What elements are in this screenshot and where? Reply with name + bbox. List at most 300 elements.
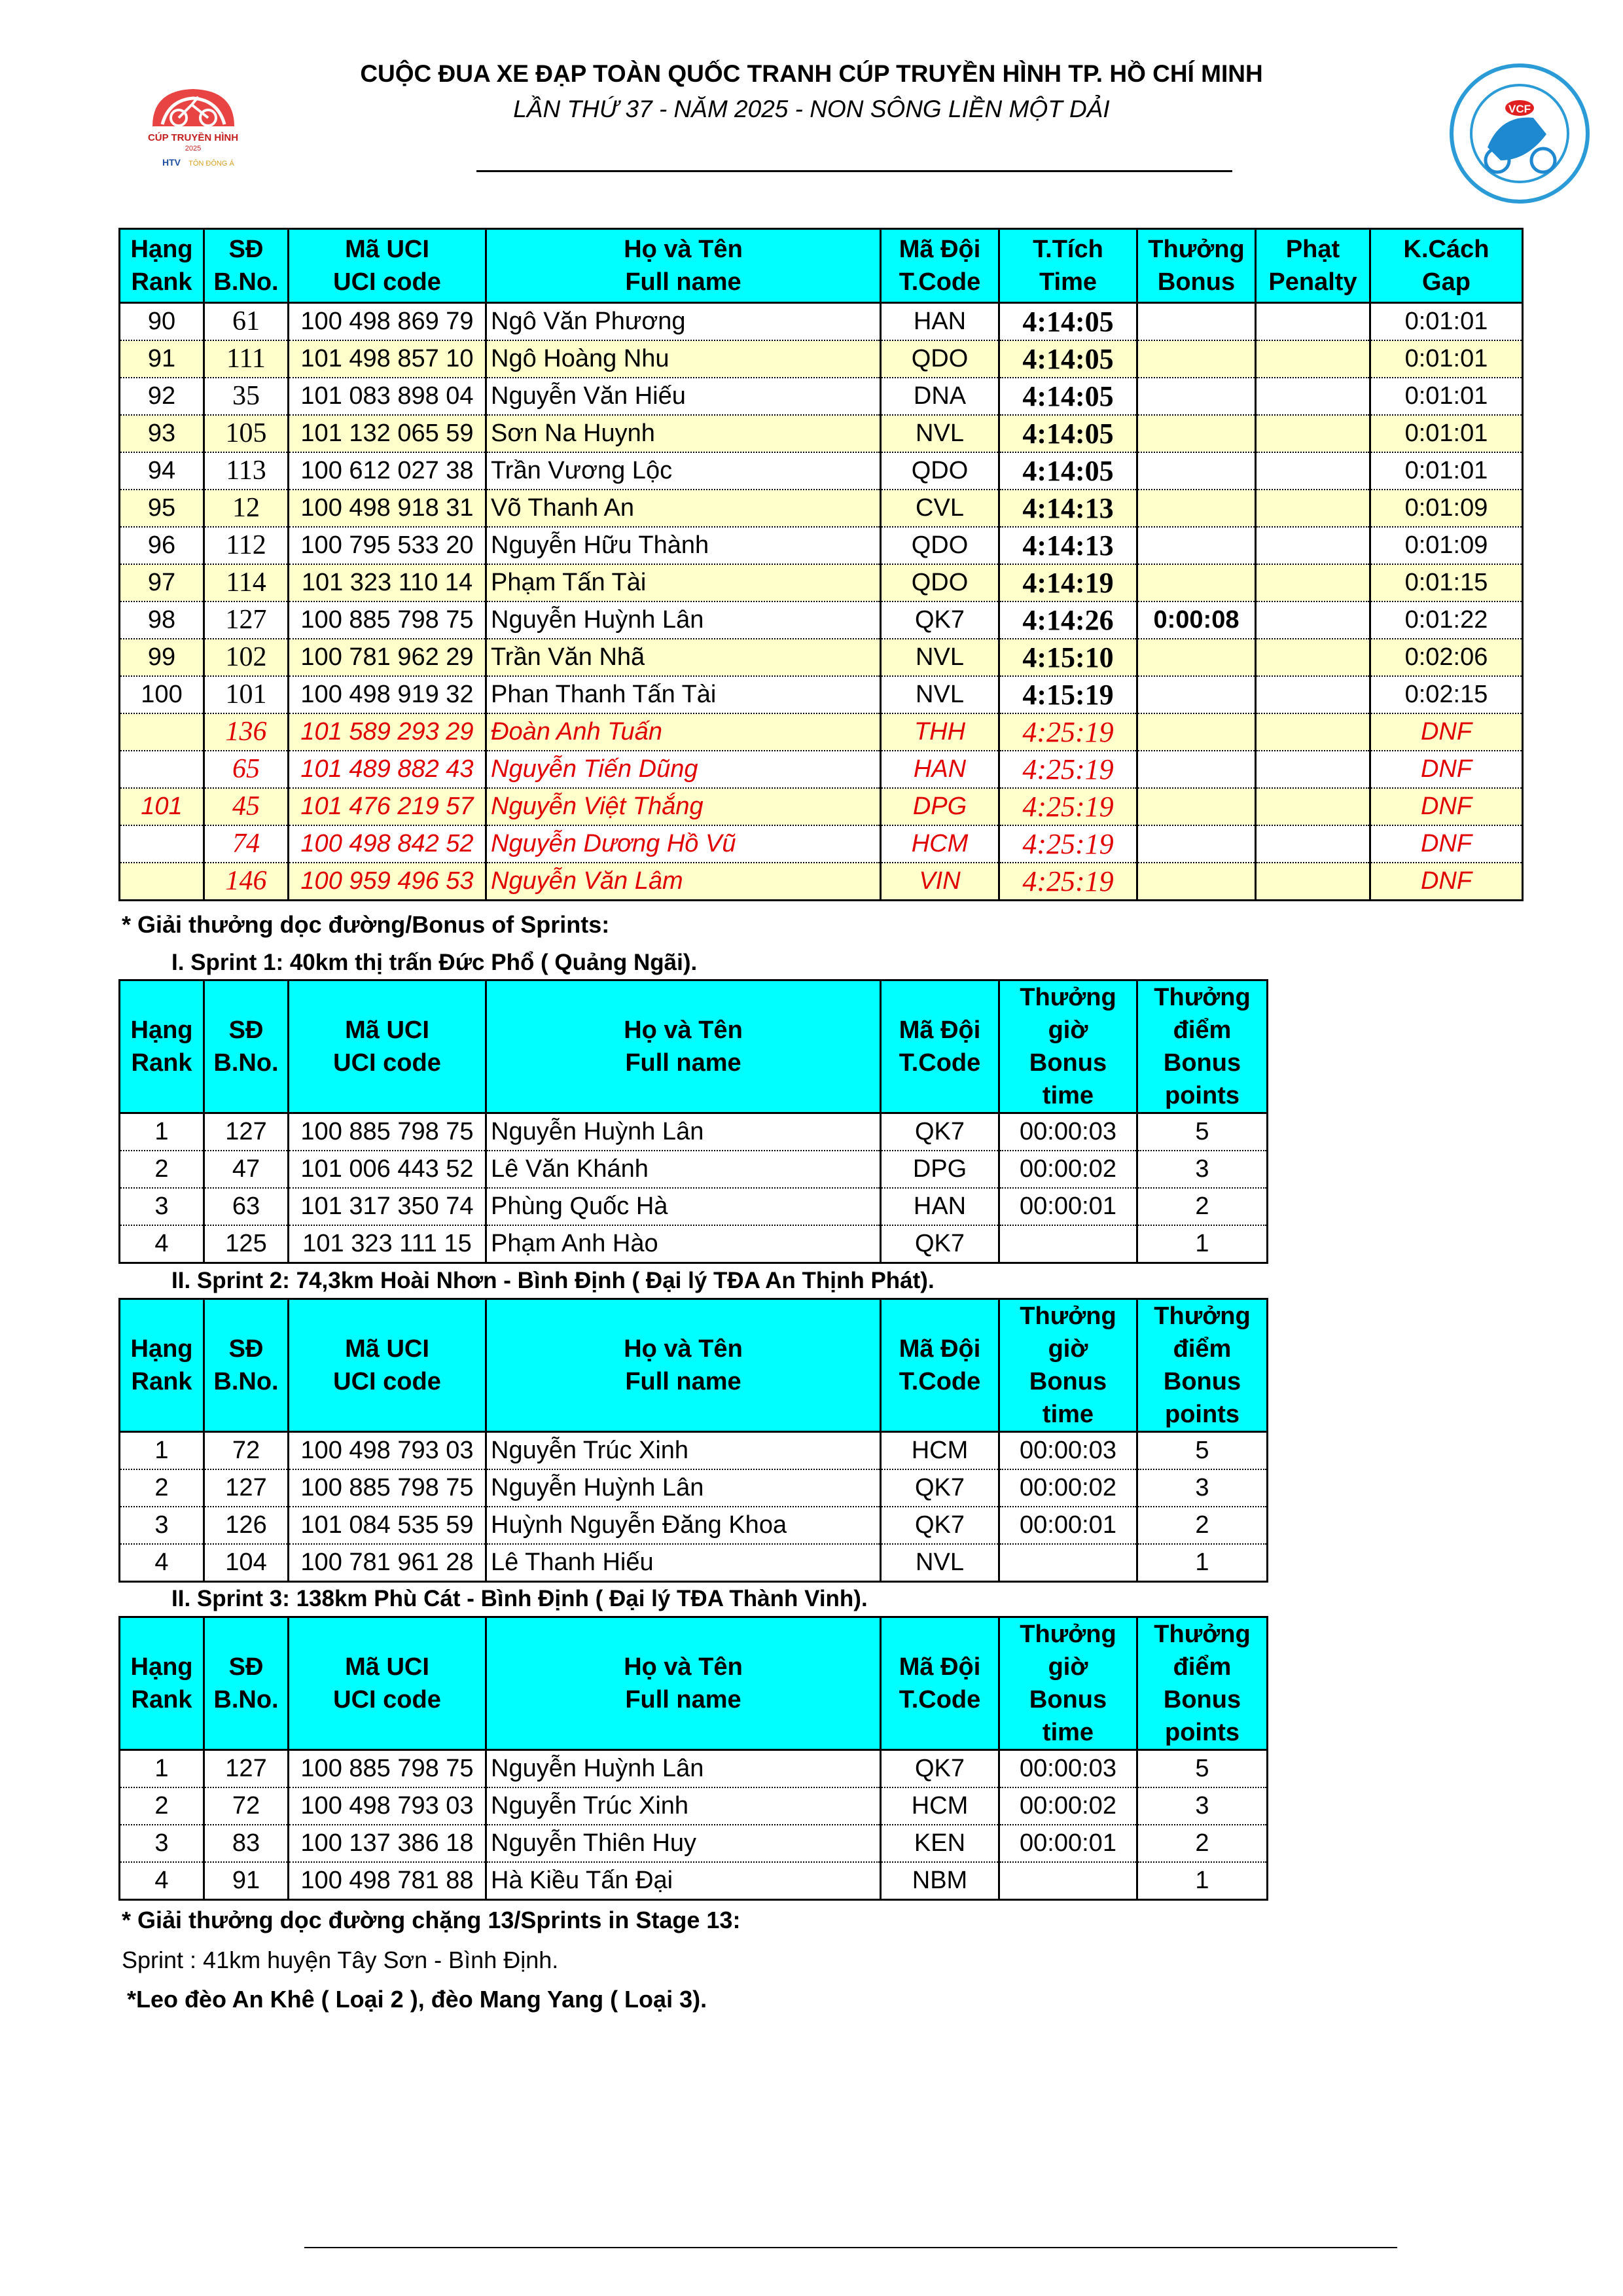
cell-time: 4:14:19 xyxy=(999,564,1137,601)
cell-penalty xyxy=(1256,340,1370,378)
cell-rank xyxy=(120,713,204,751)
cell-bonus-time: 00:00:03 xyxy=(999,1750,1137,1788)
cell-uci: 100 498 793 03 xyxy=(289,1432,486,1470)
cell-gap: 0:01:01 xyxy=(1370,340,1523,378)
cell-gap: 0:02:15 xyxy=(1370,676,1523,713)
cell-bib: 127 xyxy=(204,1750,289,1788)
cell-bib: 91 xyxy=(204,1862,289,1900)
cell-rank: 3 xyxy=(120,1507,204,1544)
cell-penalty xyxy=(1256,601,1370,639)
cell-name: Nguyễn Văn Lâm xyxy=(486,863,881,901)
table-row xyxy=(120,1225,1268,1263)
cell-time: 4:14:13 xyxy=(999,490,1137,527)
cell-gap: 0:01:01 xyxy=(1370,415,1523,452)
cell-penalty xyxy=(1256,825,1370,863)
logo-right-text: VCF xyxy=(1508,103,1531,115)
cell-uci: 100 498 919 32 xyxy=(289,676,486,713)
cell-name: Ngô Văn Phương xyxy=(486,303,881,341)
stage-sprint-line: Sprint : 41km huyện Tây Sơn - Bình Định. xyxy=(122,1946,559,1973)
cell-points: 5 xyxy=(1137,1113,1268,1151)
header-bonus-time: Thưởng giờ Bonus time xyxy=(999,1617,1137,1750)
cell-team: QDO xyxy=(881,527,999,564)
cell-rank: 2 xyxy=(120,1151,204,1188)
table-row xyxy=(120,1151,1268,1188)
cell-penalty xyxy=(1256,452,1370,490)
cycling-federation-logo xyxy=(1448,62,1591,205)
cell-team: NVL xyxy=(881,1544,999,1582)
cell-team: HCM xyxy=(881,1787,999,1825)
cell-bonus xyxy=(1137,863,1256,901)
cell-bonus-time: 00:00:03 xyxy=(999,1432,1137,1470)
table-row xyxy=(120,1507,1268,1544)
cell-bib: 63 xyxy=(204,1188,289,1225)
header-time: T.Tích Time xyxy=(999,229,1137,303)
cell-gap: 0:01:01 xyxy=(1370,452,1523,490)
cell-bib: 112 xyxy=(204,527,289,564)
cell-team: QK7 xyxy=(881,1113,999,1151)
results-header-row xyxy=(120,229,1523,303)
cell-team: QK7 xyxy=(881,1225,999,1263)
sprint-header-row xyxy=(120,980,1268,1113)
header-bonus: Thưởng Bonus xyxy=(1137,229,1256,303)
cell-uci: 101 589 293 29 xyxy=(289,713,486,751)
cell-rank: 97 xyxy=(120,564,204,601)
cell-team: HCM xyxy=(881,825,999,863)
cell-time: 4:14:05 xyxy=(999,415,1137,452)
cell-bib: 45 xyxy=(204,788,289,825)
cell-penalty xyxy=(1256,751,1370,788)
cell-bonus-time: 00:00:01 xyxy=(999,1825,1137,1862)
cell-gap: 0:01:15 xyxy=(1370,564,1523,601)
cell-team: HCM xyxy=(881,1432,999,1470)
table-row xyxy=(120,863,1523,901)
cell-rank: 101 xyxy=(120,788,204,825)
cell-name: Ngô Hoàng Nhu xyxy=(486,340,881,378)
cell-rank: 4 xyxy=(120,1862,204,1900)
cell-name: Trần Văn Nhã xyxy=(486,639,881,676)
cell-gap: 0:01:09 xyxy=(1370,527,1523,564)
cell-rank: 90 xyxy=(120,303,204,341)
cell-team: NBM xyxy=(881,1862,999,1900)
logo-left-year: 2025 xyxy=(185,145,202,152)
cell-rank: 3 xyxy=(120,1188,204,1225)
cell-penalty xyxy=(1256,788,1370,825)
header-name: Họ và Tên Full name xyxy=(486,229,881,303)
cell-bib: 72 xyxy=(204,1432,289,1470)
cell-uci: 101 132 065 59 xyxy=(289,415,486,452)
cell-bib: 12 xyxy=(204,490,289,527)
cell-name: Nguyễn Dương Hồ Vũ xyxy=(486,825,881,863)
cell-team: CVL xyxy=(881,490,999,527)
cell-rank: 98 xyxy=(120,601,204,639)
cell-bib: 47 xyxy=(204,1151,289,1188)
cell-penalty xyxy=(1256,639,1370,676)
cell-time: 4:14:26 xyxy=(999,601,1137,639)
table-row xyxy=(120,825,1523,863)
table-row xyxy=(120,1787,1268,1825)
table-row xyxy=(120,564,1523,601)
header-bib: SĐ B.No. xyxy=(204,1617,289,1750)
cell-gap: 0:01:01 xyxy=(1370,378,1523,415)
cell-rank: 93 xyxy=(120,415,204,452)
cell-rank: 95 xyxy=(120,490,204,527)
cell-uci: 101 084 535 59 xyxy=(289,1507,486,1544)
cell-bonus-time: 00:00:01 xyxy=(999,1188,1137,1225)
header-team: Mã Đội T.Code xyxy=(881,229,999,303)
sprint-3-title: II. Sprint 3: 138km Phù Cát - Bình Định ( Đại lý TĐA Thành Vinh). xyxy=(171,1586,868,1611)
cell-bib: 105 xyxy=(204,415,289,452)
cell-name: Sơn Na Huynh xyxy=(486,415,881,452)
cell-bib: 114 xyxy=(204,564,289,601)
cell-uci: 100 885 798 75 xyxy=(289,1113,486,1151)
cell-time: 4:25:19 xyxy=(999,863,1137,901)
cell-penalty xyxy=(1256,415,1370,452)
cell-rank xyxy=(120,863,204,901)
header-penalty: Phạt Penalty xyxy=(1256,229,1370,303)
cell-penalty xyxy=(1256,303,1370,341)
cell-bonus-time xyxy=(999,1544,1137,1582)
header-bonus-points: Thưởng điểm Bonus points xyxy=(1137,980,1268,1113)
cell-uci: 101 476 219 57 xyxy=(289,788,486,825)
cell-rank: 99 xyxy=(120,639,204,676)
header-rank: Hạng Rank xyxy=(120,980,204,1113)
sprint-2-title: II. Sprint 2: 74,3km Hoài Nhơn - Bình Định ( Đại lý TĐA An Thịnh Phát). xyxy=(171,1268,935,1293)
cell-penalty xyxy=(1256,863,1370,901)
header-team: Mã Đội T.Code xyxy=(881,980,999,1113)
header-rank: Hạng Rank xyxy=(120,1617,204,1750)
cell-rank: 1 xyxy=(120,1113,204,1151)
cell-points: 5 xyxy=(1137,1750,1268,1788)
header-rank: Hạng Rank xyxy=(120,229,204,303)
cell-bib: 127 xyxy=(204,601,289,639)
cell-rank: 1 xyxy=(120,1750,204,1788)
cell-points: 1 xyxy=(1137,1862,1268,1900)
cell-time: 4:25:19 xyxy=(999,825,1137,863)
sprint-1-table xyxy=(118,979,1268,1264)
cell-gap: 0:01:22 xyxy=(1370,601,1523,639)
table-row xyxy=(120,1188,1268,1225)
table-row xyxy=(120,676,1523,713)
svg-text:HTV: HTV xyxy=(162,157,181,168)
sprint-header-row xyxy=(120,1617,1268,1750)
header-bib: SĐ B.No. xyxy=(204,229,289,303)
kom-line: *Leo đèo An Khê ( Loại 2 ), đèo Mang Yang ( Loại 3). xyxy=(127,1986,707,2013)
cell-penalty xyxy=(1256,490,1370,527)
cell-uci: 101 083 898 04 xyxy=(289,378,486,415)
cell-uci: 101 489 882 43 xyxy=(289,751,486,788)
footer-rule xyxy=(304,2247,1397,2248)
cell-team: DPG xyxy=(881,1151,999,1188)
cell-gap: DNF xyxy=(1370,751,1523,788)
cell-time: 4:14:05 xyxy=(999,303,1137,341)
cell-name: Huỳnh Nguyễn Đăng Khoa xyxy=(486,1507,881,1544)
cycling-cup-logo xyxy=(143,77,244,175)
cell-bonus xyxy=(1137,490,1256,527)
cell-name: Võ Thanh An xyxy=(486,490,881,527)
cell-uci: 101 498 857 10 xyxy=(289,340,486,378)
cell-name: Phạm Anh Hào xyxy=(486,1225,881,1263)
table-row xyxy=(120,1432,1268,1470)
cell-bonus-time: 00:00:03 xyxy=(999,1113,1137,1151)
cell-uci: 100 498 869 79 xyxy=(289,303,486,341)
cell-uci: 100 498 918 31 xyxy=(289,490,486,527)
cell-uci: 100 795 533 20 xyxy=(289,527,486,564)
header-name: Họ và Tên Full name xyxy=(486,1299,881,1432)
table-row xyxy=(120,788,1523,825)
cell-bib: 74 xyxy=(204,825,289,863)
cell-points: 5 xyxy=(1137,1432,1268,1470)
cell-rank xyxy=(120,751,204,788)
header-bonus-points: Thưởng điểm Bonus points xyxy=(1137,1617,1268,1750)
header-bib: SĐ B.No. xyxy=(204,980,289,1113)
header-bib: SĐ B.No. xyxy=(204,1299,289,1432)
cell-bonus-time xyxy=(999,1225,1137,1263)
cell-name: Nguyễn Hữu Thành xyxy=(486,527,881,564)
cell-team: DPG xyxy=(881,788,999,825)
cell-bonus xyxy=(1137,452,1256,490)
cell-bib: 65 xyxy=(204,751,289,788)
table-row xyxy=(120,639,1523,676)
cell-bonus xyxy=(1137,713,1256,751)
cell-rank xyxy=(120,825,204,863)
cell-rank: 2 xyxy=(120,1469,204,1507)
table-row xyxy=(120,1469,1268,1507)
cell-rank: 4 xyxy=(120,1225,204,1263)
cell-bonus xyxy=(1137,639,1256,676)
cell-team: NVL xyxy=(881,415,999,452)
cell-bonus: 0:00:08 xyxy=(1137,601,1256,639)
header-name: Họ và Tên Full name xyxy=(486,980,881,1113)
cell-name: Nguyễn Trúc Xinh xyxy=(486,1432,881,1470)
cell-uci: 101 323 111 15 xyxy=(289,1225,486,1263)
cell-team: HAN xyxy=(881,1188,999,1225)
table-row xyxy=(120,490,1523,527)
cell-rank: 96 xyxy=(120,527,204,564)
cell-name: Nguyễn Huỳnh Lân xyxy=(486,601,881,639)
stage-sprints-title: * Giải thưởng dọc đường chặng 13/Sprints in Stage 13: xyxy=(122,1907,741,1933)
table-row xyxy=(120,1544,1268,1582)
cell-rank: 91 xyxy=(120,340,204,378)
cell-team: NVL xyxy=(881,676,999,713)
cell-time: 4:15:19 xyxy=(999,676,1137,713)
cell-team: QK7 xyxy=(881,1469,999,1507)
cell-uci: 100 612 027 38 xyxy=(289,452,486,490)
header-gap: K.Cách Gap xyxy=(1370,229,1523,303)
cell-bonus xyxy=(1137,527,1256,564)
cell-team: KEN xyxy=(881,1825,999,1862)
header-uci: Mã UCI UCI code xyxy=(289,1617,486,1750)
cell-uci: 100 959 496 53 xyxy=(289,863,486,901)
cell-bib: 113 xyxy=(204,452,289,490)
cell-bonus xyxy=(1137,303,1256,341)
cell-uci: 101 323 110 14 xyxy=(289,564,486,601)
cell-name: Lê Thanh Hiếu xyxy=(486,1544,881,1582)
cell-name: Nguyễn Huỳnh Lân xyxy=(486,1750,881,1788)
cell-bib: 146 xyxy=(204,863,289,901)
cell-rank: 2 xyxy=(120,1787,204,1825)
table-row xyxy=(120,340,1523,378)
cell-bib: 61 xyxy=(204,303,289,341)
cell-bib: 125 xyxy=(204,1225,289,1263)
cell-uci: 101 317 350 74 xyxy=(289,1188,486,1225)
cell-team: QDO xyxy=(881,340,999,378)
cell-bonus-time: 00:00:02 xyxy=(999,1151,1137,1188)
cell-bonus xyxy=(1137,751,1256,788)
cell-penalty xyxy=(1256,676,1370,713)
title-underline xyxy=(476,170,1232,172)
cell-name: Nguyễn Huỳnh Lân xyxy=(486,1469,881,1507)
header-bonus-points: Thưởng điểm Bonus points xyxy=(1137,1299,1268,1432)
cell-time: 4:14:05 xyxy=(999,452,1137,490)
header-uci: Mã UCI UCI code xyxy=(289,980,486,1113)
cell-penalty xyxy=(1256,527,1370,564)
header-team: Mã Đội T.Code xyxy=(881,1299,999,1432)
cell-points: 2 xyxy=(1137,1188,1268,1225)
cell-bonus xyxy=(1137,676,1256,713)
cell-rank: 94 xyxy=(120,452,204,490)
cell-points: 3 xyxy=(1137,1151,1268,1188)
cell-bib: 83 xyxy=(204,1825,289,1862)
cell-bonus xyxy=(1137,564,1256,601)
cell-rank: 4 xyxy=(120,1544,204,1582)
cell-time: 4:14:05 xyxy=(999,378,1137,415)
header-bonus-time: Thưởng giờ Bonus time xyxy=(999,980,1137,1113)
cell-uci: 100 781 962 29 xyxy=(289,639,486,676)
cell-team: QK7 xyxy=(881,601,999,639)
cell-name: Đoàn Anh Tuấn xyxy=(486,713,881,751)
cell-team: QK7 xyxy=(881,1750,999,1788)
cell-bib: 127 xyxy=(204,1469,289,1507)
cell-team: THH xyxy=(881,713,999,751)
table-row xyxy=(120,1113,1268,1151)
cell-team: DNA xyxy=(881,378,999,415)
cell-bonus xyxy=(1137,340,1256,378)
cell-gap: 0:01:01 xyxy=(1370,303,1523,341)
cell-points: 2 xyxy=(1137,1825,1268,1862)
header-name: Họ và Tên Full name xyxy=(486,1617,881,1750)
cell-name: Phan Thanh Tấn Tài xyxy=(486,676,881,713)
cell-bib: 126 xyxy=(204,1507,289,1544)
cell-bib: 136 xyxy=(204,713,289,751)
cell-time: 4:25:19 xyxy=(999,751,1137,788)
header-team: Mã Đội T.Code xyxy=(881,1617,999,1750)
cell-bonus xyxy=(1137,378,1256,415)
logo-left-text: CÚP TRUYỀN HÌNH xyxy=(147,132,239,143)
cell-bonus-time xyxy=(999,1862,1137,1900)
cell-bonus-time: 00:00:02 xyxy=(999,1787,1137,1825)
cell-uci: 100 498 781 88 xyxy=(289,1862,486,1900)
cell-name: Nguyễn Huỳnh Lân xyxy=(486,1113,881,1151)
table-row xyxy=(120,452,1523,490)
cell-bib: 102 xyxy=(204,639,289,676)
cell-name: Trần Vương Lộc xyxy=(486,452,881,490)
cell-name: Nguyễn Thiên Huy xyxy=(486,1825,881,1862)
cell-bib: 127 xyxy=(204,1113,289,1151)
cell-time: 4:15:10 xyxy=(999,639,1137,676)
cell-uci: 100 498 793 03 xyxy=(289,1787,486,1825)
cell-rank: 100 xyxy=(120,676,204,713)
cell-gap: DNF xyxy=(1370,713,1523,751)
results-table xyxy=(118,228,1524,901)
cell-team: QDO xyxy=(881,452,999,490)
table-row xyxy=(120,713,1523,751)
cell-team: HAN xyxy=(881,303,999,341)
cell-penalty xyxy=(1256,713,1370,751)
cell-name: Phùng Quốc Hà xyxy=(486,1188,881,1225)
cell-time: 4:25:19 xyxy=(999,788,1137,825)
cell-name: Hà Kiều Tấn Đại xyxy=(486,1862,881,1900)
cell-points: 3 xyxy=(1137,1787,1268,1825)
cell-uci: 100 885 798 75 xyxy=(289,1469,486,1507)
document-title: CUỘC ĐUA XE ĐẠP TOÀN QUỐC TRANH CÚP TRUYỀN HÌNH TP. HỒ CHÍ MINH xyxy=(360,60,1263,87)
cell-gap: DNF xyxy=(1370,825,1523,863)
document-subtitle: LẦN THỨ 37 - NĂM 2025 - NON SÔNG LIỀN MỘT DẢI xyxy=(513,96,1110,122)
cell-bib: 104 xyxy=(204,1544,289,1582)
cell-bib: 35 xyxy=(204,378,289,415)
cell-gap: DNF xyxy=(1370,863,1523,901)
cell-bib: 111 xyxy=(204,340,289,378)
cell-uci: 100 885 798 75 xyxy=(289,1750,486,1788)
cell-name: Nguyễn Trúc Xinh xyxy=(486,1787,881,1825)
cell-uci: 100 885 798 75 xyxy=(289,601,486,639)
cell-bonus xyxy=(1137,825,1256,863)
cell-bonus-time: 00:00:01 xyxy=(999,1507,1137,1544)
sprint-1-title: I. Sprint 1: 40km thị trấn Đức Phổ ( Quảng Ngãi). xyxy=(171,950,698,975)
table-row xyxy=(120,751,1523,788)
sprint-header-row xyxy=(120,1299,1268,1432)
cell-points: 1 xyxy=(1137,1544,1268,1582)
cell-bonus-time: 00:00:02 xyxy=(999,1469,1137,1507)
cell-gap: 0:01:09 xyxy=(1370,490,1523,527)
table-row xyxy=(120,1825,1268,1862)
cell-penalty xyxy=(1256,564,1370,601)
header-uci: Mã UCI UCI code xyxy=(289,1299,486,1432)
sprint-3-table xyxy=(118,1616,1268,1901)
cell-name: Phạm Tấn Tài xyxy=(486,564,881,601)
header-uci: Mã UCI UCI code xyxy=(289,229,486,303)
cell-uci: 100 498 842 52 xyxy=(289,825,486,863)
table-row xyxy=(120,303,1523,341)
cell-name: Nguyễn Văn Hiếu xyxy=(486,378,881,415)
cell-bonus xyxy=(1137,788,1256,825)
cell-rank: 3 xyxy=(120,1825,204,1862)
bonus-section-title: * Giải thưởng dọc đường/Bonus of Sprints: xyxy=(122,911,610,938)
cell-rank: 92 xyxy=(120,378,204,415)
cell-team: NVL xyxy=(881,639,999,676)
cell-time: 4:14:05 xyxy=(999,340,1137,378)
cell-bib: 72 xyxy=(204,1787,289,1825)
cell-bonus xyxy=(1137,415,1256,452)
cell-team: QDO xyxy=(881,564,999,601)
cell-time: 4:14:13 xyxy=(999,527,1137,564)
cell-time: 4:25:19 xyxy=(999,713,1137,751)
cell-name: Nguyễn Tiến Dũng xyxy=(486,751,881,788)
cell-points: 3 xyxy=(1137,1469,1268,1507)
sprint-2-table xyxy=(118,1298,1268,1583)
table-row xyxy=(120,527,1523,564)
cell-penalty xyxy=(1256,378,1370,415)
cell-team: QK7 xyxy=(881,1507,999,1544)
cell-points: 1 xyxy=(1137,1225,1268,1263)
cell-uci: 100 137 386 18 xyxy=(289,1825,486,1862)
header-rank: Hạng Rank xyxy=(120,1299,204,1432)
cell-rank: 1 xyxy=(120,1432,204,1470)
cell-name: Lê Văn Khánh xyxy=(486,1151,881,1188)
cell-team: HAN xyxy=(881,751,999,788)
table-row xyxy=(120,1750,1268,1788)
header-bonus-time: Thưởng giờ Bonus time xyxy=(999,1299,1137,1432)
cell-name: Nguyễn Việt Thắng xyxy=(486,788,881,825)
